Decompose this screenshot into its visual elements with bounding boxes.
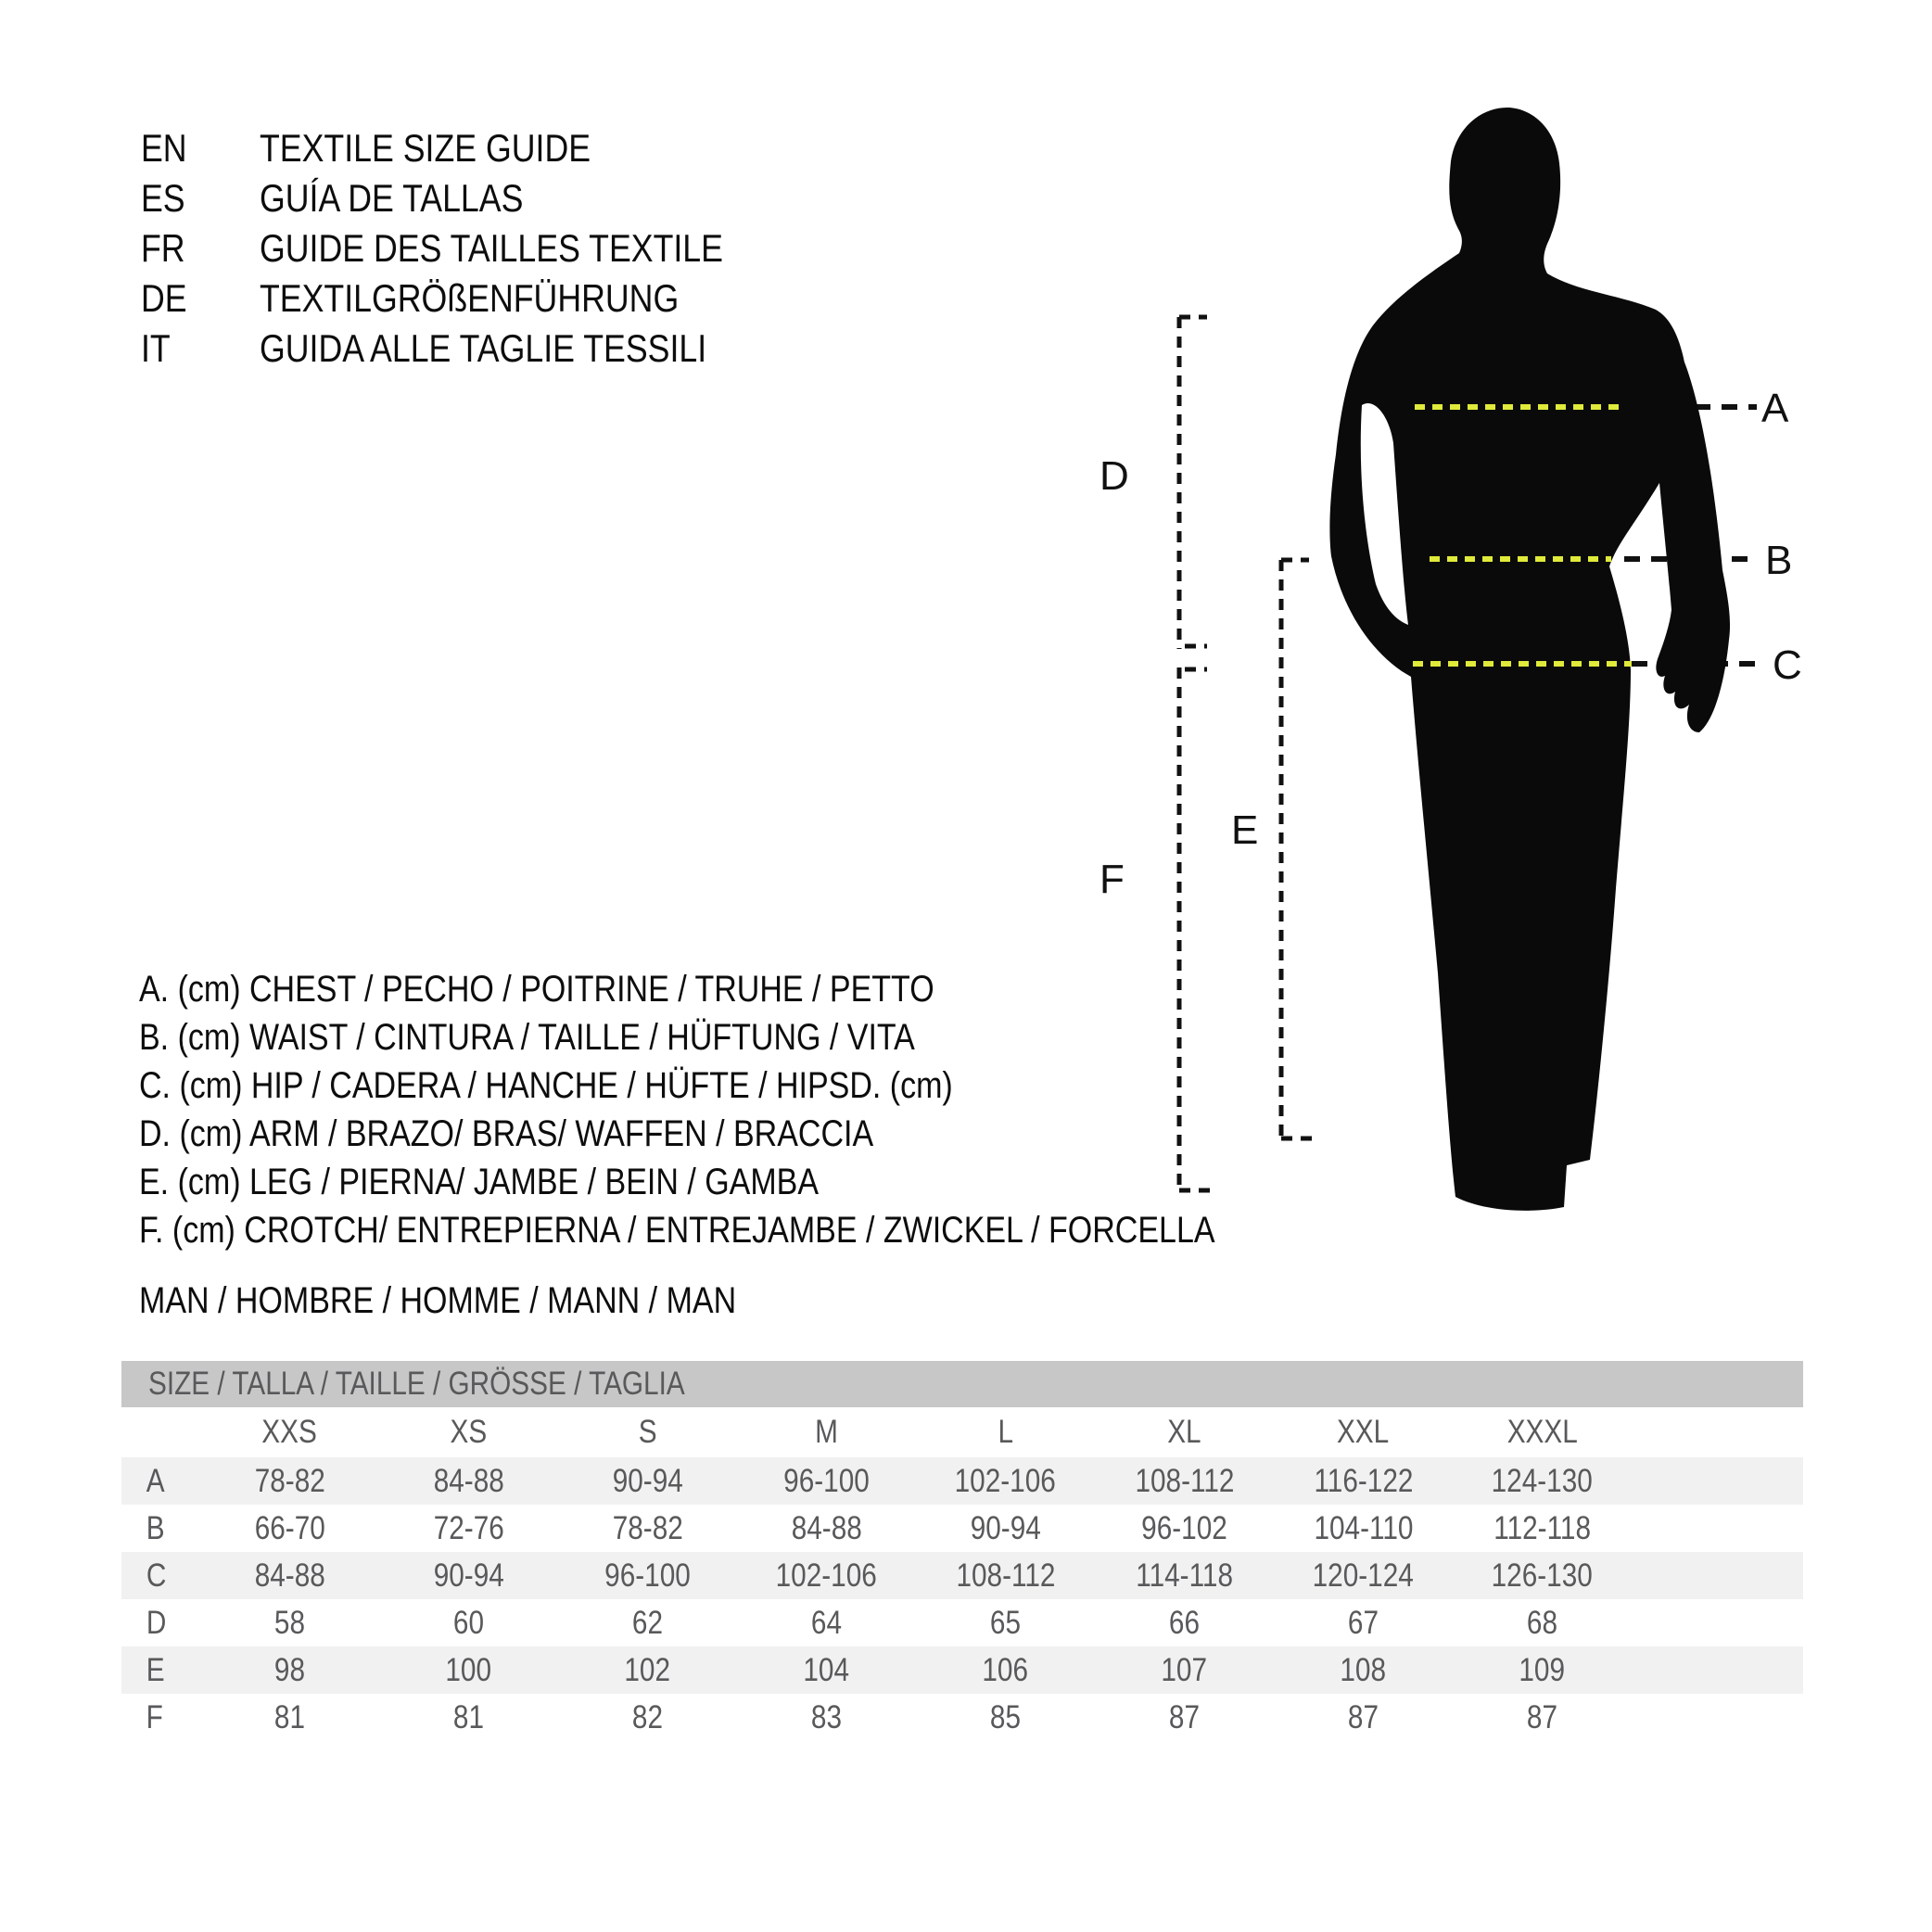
size-col-m: M (815, 1414, 838, 1450)
size-cell: 102-106 (775, 1557, 878, 1594)
lang-title-en: TEXTILE SIZE GUIDE (260, 126, 591, 170)
measurement-legend (139, 965, 1405, 1254)
size-cell: 84-88 (791, 1509, 862, 1546)
size-cell: 106 (982, 1651, 1029, 1688)
legend-item-waist: B. (cm) WAIST / CINTURA / TAILLE / HÜFTUNG / VITA (139, 1016, 915, 1058)
figure-label-hip: C (1773, 642, 1802, 688)
size-cell: 81 (273, 1698, 306, 1735)
figure-label-waist: B (1765, 538, 1793, 583)
lang-title-fr: GUIDE DES TAILLES TEXTILE (260, 226, 723, 270)
size-cell: 66 (1168, 1604, 1201, 1641)
size-col-s: S (638, 1414, 657, 1450)
legend-item-crotch: F. (cm) CROTCH/ ENTREPIERNA / ENTREJAMBE / ZWICKEL / FORCELLA (139, 1209, 1215, 1251)
lang-title-it: GUIDA ALLE TAGLIE TESSILI (260, 326, 707, 370)
lang-title-de: TEXTILGRÖßENFÜHRUNG (260, 276, 680, 320)
lang-code-en: EN (141, 126, 187, 170)
size-cell: 66-70 (254, 1509, 325, 1546)
size-cell: 87 (1526, 1698, 1558, 1735)
row-label: E (146, 1651, 165, 1688)
size-table-header-banner (121, 1361, 1803, 1407)
legend-item-leg: E. (cm) LEG / PIERNA/ JAMBE / BEIN / GAMBA (139, 1161, 820, 1202)
size-row-hip (121, 1552, 1803, 1599)
size-cell: 116-122 (1314, 1462, 1413, 1499)
lang-code-es: ES (141, 176, 185, 220)
size-table-title: SIZE / TALLA / TAILLE / GRÖSSE / TAGLIA (148, 1366, 685, 1402)
size-table (121, 1361, 1803, 1741)
lang-title-es: GUÍA DE TALLAS (260, 176, 524, 220)
legend-item-chest: A. (cm) CHEST / PECHO / POITRINE / TRUHE / PETTO (139, 968, 934, 1010)
size-cell: 109 (1519, 1651, 1566, 1688)
size-cell: 82 (631, 1698, 664, 1735)
size-row-waist (121, 1505, 1803, 1552)
figure-label-leg: E (1231, 807, 1259, 853)
size-row-chest (121, 1457, 1803, 1505)
size-cell: 87 (1347, 1698, 1379, 1735)
size-cell: 107 (1161, 1651, 1208, 1688)
size-cell: 104-110 (1314, 1509, 1413, 1546)
legend-item-hip: C. (cm) HIP / CADERA / HANCHE / HÜFTE / HIPSD. (cm) (139, 1064, 953, 1106)
size-cell: 83 (810, 1698, 843, 1735)
size-col-xxxl: XXXL (1506, 1414, 1578, 1450)
size-cell: 108-112 (1135, 1462, 1234, 1499)
size-cell: 100 (445, 1651, 492, 1688)
size-cell: 102 (624, 1651, 671, 1688)
size-cell: 90-94 (612, 1462, 683, 1499)
size-row-crotch (121, 1694, 1803, 1741)
size-cell: 85 (989, 1698, 1022, 1735)
size-cell: 108 (1340, 1651, 1387, 1688)
size-cell: 104 (803, 1651, 850, 1688)
size-cell: 68 (1526, 1604, 1558, 1641)
size-col-xl: XL (1167, 1414, 1201, 1450)
figure-label-arm: D (1099, 453, 1129, 499)
size-cell: 65 (989, 1604, 1022, 1641)
size-cell: 84-88 (433, 1462, 504, 1499)
row-label: A (146, 1462, 165, 1499)
size-cell: 78-82 (254, 1462, 325, 1499)
size-cell: 90-94 (970, 1509, 1041, 1546)
size-cell: 126-130 (1491, 1557, 1594, 1594)
size-row-arm (121, 1599, 1803, 1646)
size-cell: 114-118 (1136, 1557, 1233, 1594)
category-line (139, 1277, 842, 1325)
row-label: F (146, 1698, 163, 1735)
lang-code-fr: FR (141, 226, 185, 270)
legend-item-arm: D. (cm) ARM / BRAZO/ BRAS/ WAFFEN / BRACCIA (139, 1112, 874, 1154)
size-cell: 67 (1347, 1604, 1379, 1641)
size-cell: 112-118 (1493, 1509, 1591, 1546)
figure-label-chest: A (1761, 386, 1789, 431)
figure-label-crotch: F (1099, 857, 1125, 902)
size-cell: 96-100 (783, 1462, 870, 1499)
size-cell: 62 (631, 1604, 664, 1641)
size-cell: 72-76 (433, 1509, 504, 1546)
size-cell: 90-94 (433, 1557, 504, 1594)
row-label: D (146, 1604, 167, 1641)
row-label: C (146, 1557, 167, 1594)
size-col-l: L (998, 1414, 1013, 1450)
lang-code-de: DE (141, 276, 187, 320)
size-cell: 124-130 (1491, 1462, 1594, 1499)
size-cell: 58 (273, 1604, 306, 1641)
row-label: B (146, 1509, 165, 1546)
size-cell: 120-124 (1312, 1557, 1415, 1594)
category-text: MAN / HOMBRE / HOMME / MANN / MAN (139, 1279, 737, 1321)
size-cell: 60 (452, 1604, 485, 1641)
size-cell: 98 (273, 1651, 306, 1688)
size-cell: 108-112 (956, 1557, 1055, 1594)
size-header-row (121, 1407, 1803, 1457)
size-cell: 96-100 (604, 1557, 691, 1594)
size-row-leg (121, 1646, 1803, 1694)
size-cell: 96-102 (1141, 1509, 1227, 1546)
size-cell: 87 (1168, 1698, 1201, 1735)
size-cell: 78-82 (612, 1509, 683, 1546)
size-col-xs: XS (450, 1414, 488, 1450)
size-cell: 81 (452, 1698, 485, 1735)
size-col-xxs: XXS (261, 1414, 318, 1450)
size-cell: 102-106 (954, 1462, 1057, 1499)
size-cell: 64 (810, 1604, 843, 1641)
size-col-xxl: XXL (1337, 1414, 1390, 1450)
size-cell: 84-88 (254, 1557, 325, 1594)
lang-code-it: IT (141, 326, 171, 370)
